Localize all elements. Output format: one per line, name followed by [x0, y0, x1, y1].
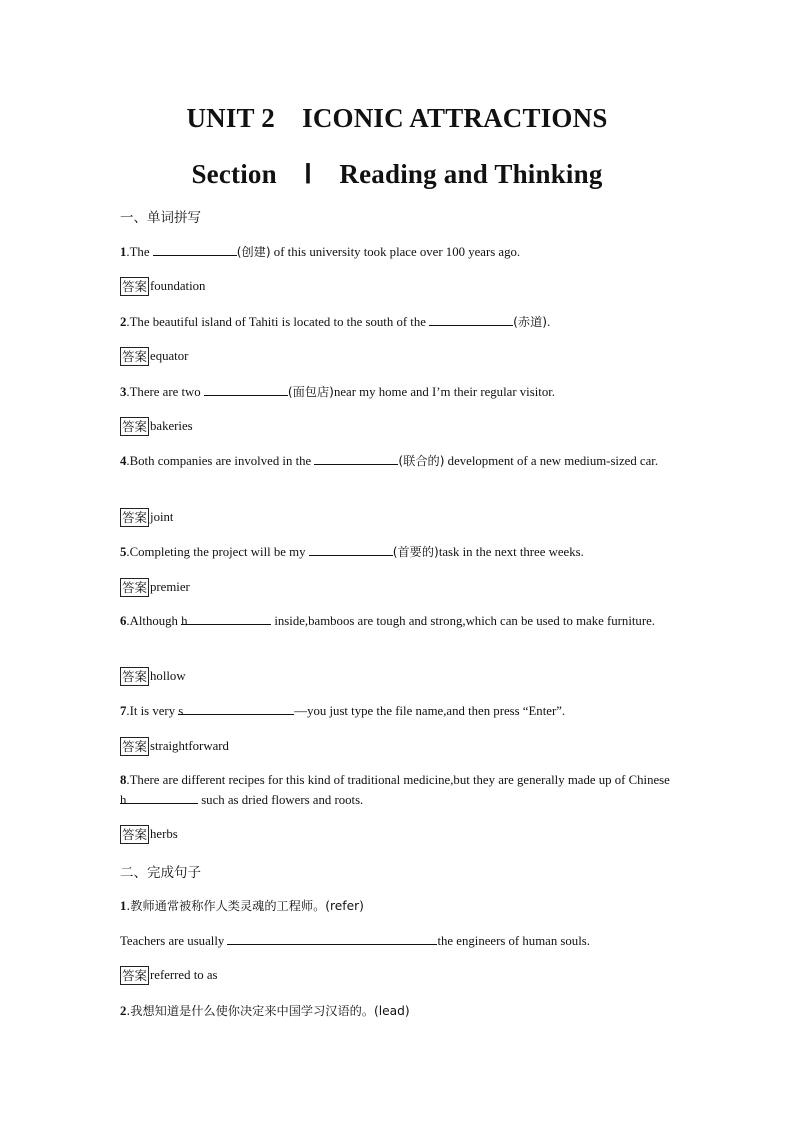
- question-number: 7: [120, 704, 127, 718]
- question-text: such as dried flowers and roots.: [198, 793, 364, 807]
- sentence-question-2: [120, 1001, 680, 1021]
- question-number: 8: [120, 773, 127, 787]
- answer-blank[interactable]: [227, 931, 437, 945]
- answer-blank[interactable]: [314, 451, 398, 465]
- question-4: [120, 451, 680, 471]
- question-text: of this university took place over 100 years ago.: [270, 245, 521, 259]
- chinese-hint: (赤道): [513, 315, 548, 329]
- question-text: .Although: [126, 614, 182, 628]
- question-number: 1: [120, 245, 127, 259]
- question-number: 4: [120, 454, 127, 468]
- sentence-text: Teachers are usually: [120, 934, 228, 948]
- answer-row-1: [120, 276, 205, 296]
- section-title: Section Ⅰ Reading and Thinking: [191, 159, 603, 189]
- question-number: 3: [120, 385, 127, 399]
- question-2: [120, 312, 680, 332]
- question-text: near my home and I’m their regular visitor.: [333, 385, 555, 399]
- answer-blank[interactable]: [429, 312, 513, 326]
- sentence-line-1: [120, 931, 680, 951]
- chinese-hint: (联合的): [398, 454, 445, 468]
- question-text: .: [547, 315, 551, 329]
- question-text: —you just type the file name,and then press “Enter”.: [294, 704, 566, 718]
- answer-tag: 答案: [122, 579, 148, 595]
- section1-heading: 一、单词拼写: [120, 210, 201, 226]
- unit-title: UNIT 2 ICONIC ATTRACTIONS: [186, 103, 608, 133]
- answer-row-4: [120, 507, 173, 527]
- question-7: [120, 701, 680, 721]
- question-text: .Both companies are involved in the: [126, 454, 315, 468]
- question-number: 6: [120, 614, 127, 628]
- answer-tag: 答案: [122, 826, 148, 842]
- answer-row-8: [120, 824, 178, 844]
- answer-row-6: [120, 666, 186, 686]
- answer-text: premier: [150, 579, 190, 594]
- question-text: .The: [126, 245, 153, 259]
- answer-text: herbs: [150, 826, 178, 841]
- answer-text: joint: [150, 509, 174, 524]
- sentence-text: the engineers of human souls.: [437, 934, 590, 948]
- answer-tag: 答案: [122, 967, 148, 983]
- answer-tag: 答案: [122, 418, 148, 434]
- question-text: .The beautiful island of Tahiti is located to the south of the: [126, 315, 430, 329]
- question-text: .Completing the project will be my: [126, 545, 309, 559]
- question-text: development of a new medium-sized car.: [444, 454, 659, 468]
- question-text: task in the next three weeks.: [438, 545, 584, 559]
- question-8: [120, 770, 680, 810]
- answer-tag: 答案: [122, 509, 148, 525]
- blank-first-letter: h: [120, 793, 127, 807]
- chinese-prompt: .教师通常被称作人类灵魂的工程师。(refer): [126, 899, 364, 913]
- chinese-hint: (创建): [236, 245, 271, 259]
- answer-row-3: [120, 416, 193, 436]
- answer-text: straightforward: [150, 738, 229, 753]
- answer-text: referred to as: [150, 967, 218, 982]
- answer-tag: 答案: [122, 278, 148, 294]
- question-text: .There are different recipes for this kind of traditional medicine,but they are generally made up of Chinese: [126, 773, 670, 787]
- answer-blank[interactable]: [309, 542, 393, 556]
- question-5: [120, 542, 680, 562]
- blank-first-letter: s: [178, 704, 184, 718]
- answer-blank[interactable]: [153, 242, 237, 256]
- answer-text: bakeries: [150, 418, 193, 433]
- question-1: [120, 242, 680, 262]
- answer-text: equator: [150, 348, 189, 363]
- question-text: inside,bamboos are tough and strong,which can be used to make furniture.: [271, 614, 655, 628]
- answer-tag: 答案: [122, 668, 148, 684]
- sentence-question-1: [120, 896, 680, 916]
- answer-tag: 答案: [122, 738, 148, 754]
- section2-heading: 二、完成句子: [120, 865, 201, 881]
- chinese-hint: (面包店): [287, 385, 334, 399]
- answer-text: hollow: [150, 668, 186, 683]
- chinese-hint: (首要的): [392, 545, 439, 559]
- question-3: [120, 382, 680, 402]
- answer-row-5: [120, 577, 190, 597]
- answer-blank[interactable]: [120, 790, 198, 807]
- question-number: 2: [120, 1004, 127, 1018]
- answer-blank[interactable]: [178, 701, 294, 718]
- question-number: 1: [120, 899, 127, 913]
- answer-blank[interactable]: [181, 611, 271, 628]
- answer-blank[interactable]: [204, 382, 288, 396]
- answer-row-2: [120, 346, 188, 366]
- question-number: 2: [120, 315, 127, 329]
- blank-first-letter: h: [181, 614, 188, 628]
- chinese-prompt: .我想知道是什么使你决定来中国学习汉语的。(lead): [126, 1004, 410, 1018]
- answer-row-7: [120, 736, 229, 756]
- question-text: .There are two: [126, 385, 204, 399]
- question-6: [120, 611, 680, 631]
- answer-row-s2-1: [120, 965, 218, 985]
- answer-text: foundation: [150, 278, 206, 293]
- question-number: 5: [120, 545, 127, 559]
- question-text: .It is very: [126, 704, 179, 718]
- answer-tag: 答案: [122, 348, 148, 364]
